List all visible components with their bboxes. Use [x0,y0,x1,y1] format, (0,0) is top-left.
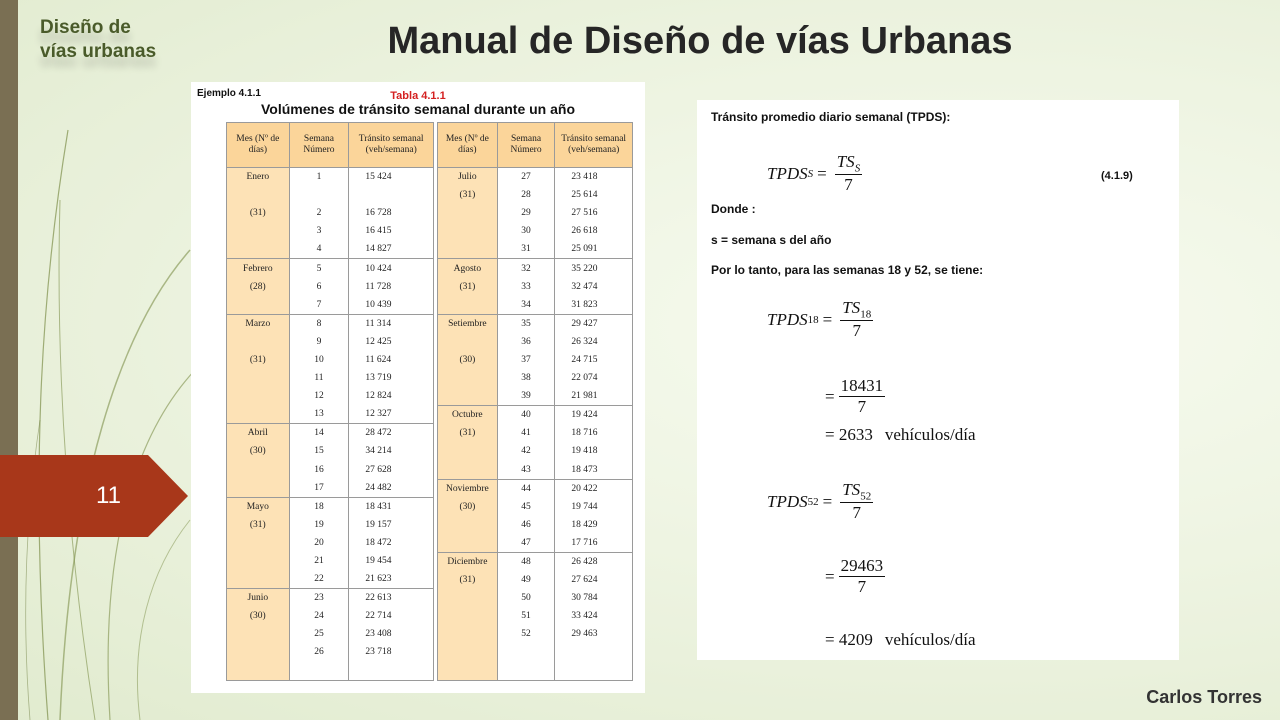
header-week: Semana Número [289,123,349,168]
week-cell: 46 [497,516,555,534]
table-row [227,333,434,351]
volume-cell: 22 613 [349,589,434,608]
result-52-value: = 4209 [825,630,873,649]
equation-number: (4.1.9) [1101,170,1133,182]
week-cell: 26 [289,643,349,661]
month-cell: Octubre [438,406,498,425]
volume-cell: 24 482 [349,479,434,498]
table-row [227,497,434,516]
month-cell [438,534,498,553]
volume-cell: 23 408 [349,625,434,643]
table-row [438,534,633,553]
volume-cell: 11 314 [349,314,434,333]
month-cell [438,204,498,222]
week-cell: 1 [289,168,349,187]
week-cell [289,186,349,204]
month-cell: Junio [227,589,290,608]
volume-cell: 19 157 [349,516,434,534]
month-cell [438,369,498,387]
header-volume: Tránsito semanal (veh/semana) [555,123,633,168]
fraction [835,152,862,195]
month-cell: Febrero [227,259,290,278]
table-row [438,406,633,425]
week-cell: 13 [289,405,349,424]
volume-cell: 10 424 [349,259,434,278]
month-cell [438,589,498,607]
week-cell: 10 [289,351,349,369]
week-cell: 37 [497,351,555,369]
table-row [438,186,633,204]
table-row [227,643,434,661]
denominator: 7 [857,397,867,416]
sub-s: S [854,162,861,175]
volume-cell: 12 824 [349,387,434,405]
table-row [438,461,633,480]
table-row [227,479,434,498]
table-row [227,552,434,570]
volume-cell: 18 716 [555,424,633,442]
table-row [438,204,633,222]
volume-cell: 23 418 [555,168,633,187]
por-lo-tanto-text: Por lo tanto, para las semanas 18 y 52, se tiene: [711,263,984,277]
month-cell [227,240,290,259]
table-row [227,186,434,204]
volume-cell: 30 784 [555,589,633,607]
volume-cell: 16 415 [349,222,434,240]
month-cell: (30) [227,442,290,460]
week-cell: 43 [497,461,555,480]
month-cell [438,387,498,406]
week-cell: 32 [497,259,555,278]
week-cell: 34 [497,296,555,315]
month-cell: (31) [438,278,498,296]
month-cell [438,625,498,643]
table-row [227,570,434,589]
table-row [227,534,434,552]
author-name: Carlos Torres [1146,687,1262,707]
month-cell [438,643,498,661]
table-row [438,333,633,351]
table-title: Volúmenes de tránsito semanal durante un año [260,101,576,117]
volume-cell: 27 624 [555,571,633,589]
month-cell [438,461,498,480]
sub-18: 18 [807,313,819,326]
month-cell [438,442,498,460]
month-cell [438,607,498,625]
week-cell: 33 [497,278,555,296]
weekly-volume-table-right [437,122,633,681]
volume-cell: 27 628 [349,461,434,479]
table-row [438,571,633,589]
fraction [840,298,873,341]
volume-cell: 34 214 [349,442,434,460]
week-cell: 11 [289,369,349,387]
month-cell [438,296,498,315]
volume-cell: 19 418 [555,442,633,460]
table-row [438,240,633,259]
month-cell [438,333,498,351]
week-cell: 19 [289,516,349,534]
week-cell: 3 [289,222,349,240]
month-cell: Diciembre [438,552,498,571]
corner-title-line1: Diseño de [40,17,131,38]
month-cell [227,186,290,204]
month-cell [227,479,290,498]
table-row [227,168,434,187]
substitution-18: = $\frac{18431}{7}$ [825,376,884,416]
week-cell [497,662,555,681]
example-label: Ejemplo 4.1.1 [197,88,261,99]
table-row [227,296,434,315]
denominator: 7 [852,503,861,523]
week-cell: 25 [289,625,349,643]
table-row [438,516,633,534]
denominator: 7 [857,577,867,596]
volume-cell: 14 827 [349,240,434,259]
substitution-52: = $\frac{29463}{7}$ [825,556,884,596]
month-cell: Enero [227,168,290,187]
week-cell: 24 [289,607,349,625]
denominator: 7 [852,321,861,341]
week-cell: 2 [289,204,349,222]
week-cell: 41 [497,424,555,442]
volume-cell: 31 823 [555,296,633,315]
result-18 [825,425,976,445]
volume-cell: 11 728 [349,278,434,296]
volume-cell: 19 454 [349,552,434,570]
volume-cell: 21 981 [555,387,633,406]
week-cell: 21 [289,552,349,570]
ts-symbol: TS [836,152,855,171]
table-row [227,387,434,405]
result-18-unit: vehículos/día [884,425,976,444]
volume-cell: 18 429 [555,516,633,534]
week-cell: 14 [289,424,349,443]
fraction [839,556,886,597]
table-row [227,222,434,240]
week-cell: 28 [497,186,555,204]
week-cell: 6 [289,278,349,296]
weekly-volume-table-left [226,122,434,681]
numerator-52: 29463 [840,556,884,575]
table-row [438,296,633,315]
sub-18: 18 [860,308,872,321]
table-row [438,662,633,681]
month-cell [227,534,290,552]
week-cell: 52 [497,625,555,643]
tpds-symbol: TPDS [767,163,808,183]
table-row [227,461,434,479]
week-cell: 23 [289,589,349,608]
table-row [227,662,434,681]
page-title: Manual de Diseño de vías Urbanas [387,20,1013,62]
month-cell [227,296,290,315]
header-volume: Tránsito semanal (veh/semana) [349,123,434,168]
week-cell: 29 [497,204,555,222]
table-row [227,516,434,534]
volume-cell: 28 472 [349,424,434,443]
table-row [438,589,633,607]
volume-cell: 17 716 [555,534,633,553]
volume-cell: 16 728 [349,204,434,222]
table-row [227,625,434,643]
month-cell [227,222,290,240]
table-row [227,442,434,460]
month-cell [227,461,290,479]
week-cell [497,643,555,661]
month-cell [227,552,290,570]
month-cell: (31) [438,424,498,442]
volume-cell: 21 623 [349,570,434,589]
week-cell: 38 [497,369,555,387]
week-cell: 18 [289,497,349,516]
volume-cell [349,662,434,681]
volume-cell [555,643,633,661]
table-row [227,204,434,222]
volume-cell: 20 422 [555,479,633,498]
month-cell: (30) [438,498,498,516]
volume-cell: 15 424 [349,168,434,187]
week-cell: 7 [289,296,349,315]
volume-cell: 27 516 [555,204,633,222]
table-row [227,278,434,296]
month-cell [227,625,290,643]
corner-title-line2: vías urbanas [40,41,157,62]
sub-52: 52 [807,495,819,508]
tpds-symbol: TPDS [767,491,808,511]
fraction [840,480,873,523]
month-cell [227,643,290,661]
month-cell [227,662,290,681]
sub-52: 52 [860,490,872,503]
month-cell [227,333,290,351]
table-row [438,387,633,406]
table-label: Tabla 4.1.1 [390,90,446,102]
month-cell: (30) [438,351,498,369]
week-cell: 4 [289,240,349,259]
week-cell: 47 [497,534,555,553]
month-cell: (31) [438,571,498,589]
month-cell: Julio [438,168,498,187]
table-row [438,625,633,643]
table-row [438,643,633,661]
volume-cell: 26 618 [555,222,633,240]
tpds-symbol: TPDS [767,309,808,329]
volume-cell: 35 220 [555,259,633,278]
table-row [227,259,434,278]
table-row [438,314,633,333]
month-cell: (31) [227,351,290,369]
table-row [227,405,434,424]
week-cell [289,662,349,681]
volume-cell: 29 463 [555,625,633,643]
volume-cell: 33 424 [555,607,633,625]
volume-cell: 23 718 [349,643,434,661]
week-cell: 49 [497,571,555,589]
volume-cell: 26 428 [555,552,633,571]
calculation-panel [697,100,1179,660]
volume-cell: 18 431 [349,497,434,516]
volume-cell: 24 715 [555,351,633,369]
week-cell: 36 [497,333,555,351]
volume-cell: 19 744 [555,498,633,516]
page-number: 11 [96,482,121,509]
table-row [438,369,633,387]
fraction [839,376,886,417]
table-row [438,278,633,296]
volume-cell: 13 719 [349,369,434,387]
table-row [438,552,633,571]
table-row [227,424,434,443]
week-cell: 45 [497,498,555,516]
table-row [227,351,434,369]
month-cell: Setiembre [438,314,498,333]
volume-cell: 18 473 [555,461,633,480]
week-cell: 35 [497,314,555,333]
table-row [227,607,434,625]
result-52-unit: vehículos/día [884,630,976,649]
table-row [438,607,633,625]
week-cell: 51 [497,607,555,625]
week-cell: 5 [289,259,349,278]
volume-cell: 22 714 [349,607,434,625]
table-row [438,351,633,369]
volume-cell: 11 624 [349,351,434,369]
volume-cell: 12 425 [349,333,434,351]
week-cell: 15 [289,442,349,460]
donde-label: Donde : [711,202,756,216]
week-cell: 50 [497,589,555,607]
month-cell [227,387,290,405]
month-cell: Agosto [438,259,498,278]
week-cell: 9 [289,333,349,351]
week-cell: 30 [497,222,555,240]
volume-cell: 29 427 [555,314,633,333]
week-cell: 20 [289,534,349,552]
table-row [438,442,633,460]
month-cell [438,662,498,681]
month-cell: (31) [227,516,290,534]
table-row [438,479,633,498]
month-cell: Abril [227,424,290,443]
month-cell [438,222,498,240]
week-cell: 39 [497,387,555,406]
month-cell: Marzo [227,314,290,333]
week-cell: 27 [497,168,555,187]
week-cell: 22 [289,570,349,589]
volume-cell [349,186,434,204]
month-cell: (31) [227,204,290,222]
week-cell: 12 [289,387,349,405]
week-cell: 44 [497,479,555,498]
month-cell: Mayo [227,497,290,516]
sub-s: S [807,167,814,180]
volume-cell: 25 614 [555,186,633,204]
header-week: Semana Número [497,123,555,168]
month-cell [227,405,290,424]
s-definition: s = semana s del año [711,233,832,247]
table-row [438,498,633,516]
month-cell [438,240,498,259]
ts-symbol: TS [842,480,861,499]
table-row [227,240,434,259]
volume-cell: 22 074 [555,369,633,387]
header-month: Mes (Nº de días) [227,123,290,168]
formula-tpds-52: TPDS 52 = $\frac{TS_{52}}{7}$ [767,480,872,523]
month-cell [438,516,498,534]
table-row [227,369,434,387]
header-month: Mes (Nº de días) [438,123,498,168]
month-cell: Noviembre [438,479,498,498]
volume-cell: 26 324 [555,333,633,351]
volume-cell: 19 424 [555,406,633,425]
week-cell: 42 [497,442,555,460]
volume-cell: 32 474 [555,278,633,296]
volume-cell: 10 439 [349,296,434,315]
volume-cell: 25 091 [555,240,633,259]
table-row [438,424,633,442]
table-row [438,259,633,278]
traffic-table-panel [191,82,645,693]
month-cell: (30) [227,607,290,625]
week-cell: 31 [497,240,555,259]
week-cell: 40 [497,406,555,425]
month-cell [227,570,290,589]
volume-cell: 12 327 [349,405,434,424]
table-row [438,222,633,240]
formula-tpds: TPDS S = $\frac{TS_S}{7}$ [767,152,861,195]
week-cell: 8 [289,314,349,333]
table-row [438,168,633,187]
result-52 [825,630,976,650]
table-row [227,314,434,333]
calc-heading: Tránsito promedio diario semanal (TPDS): [711,110,951,124]
formula-tpds-18: TPDS 18 = $\frac{TS_{18}}{7}$ [767,298,872,341]
volume-cell: 18 472 [349,534,434,552]
week-cell: 48 [497,552,555,571]
month-cell: (28) [227,278,290,296]
month-cell: (31) [438,186,498,204]
result-18-value: = 2633 [825,425,873,444]
volume-cell [555,662,633,681]
ts-symbol: TS [842,298,861,317]
page-number-tab [0,455,188,537]
numerator-18: 18431 [840,376,884,395]
week-cell: 17 [289,479,349,498]
week-cell: 16 [289,461,349,479]
month-cell [227,369,290,387]
denominator: 7 [844,175,853,195]
table-row [227,589,434,608]
